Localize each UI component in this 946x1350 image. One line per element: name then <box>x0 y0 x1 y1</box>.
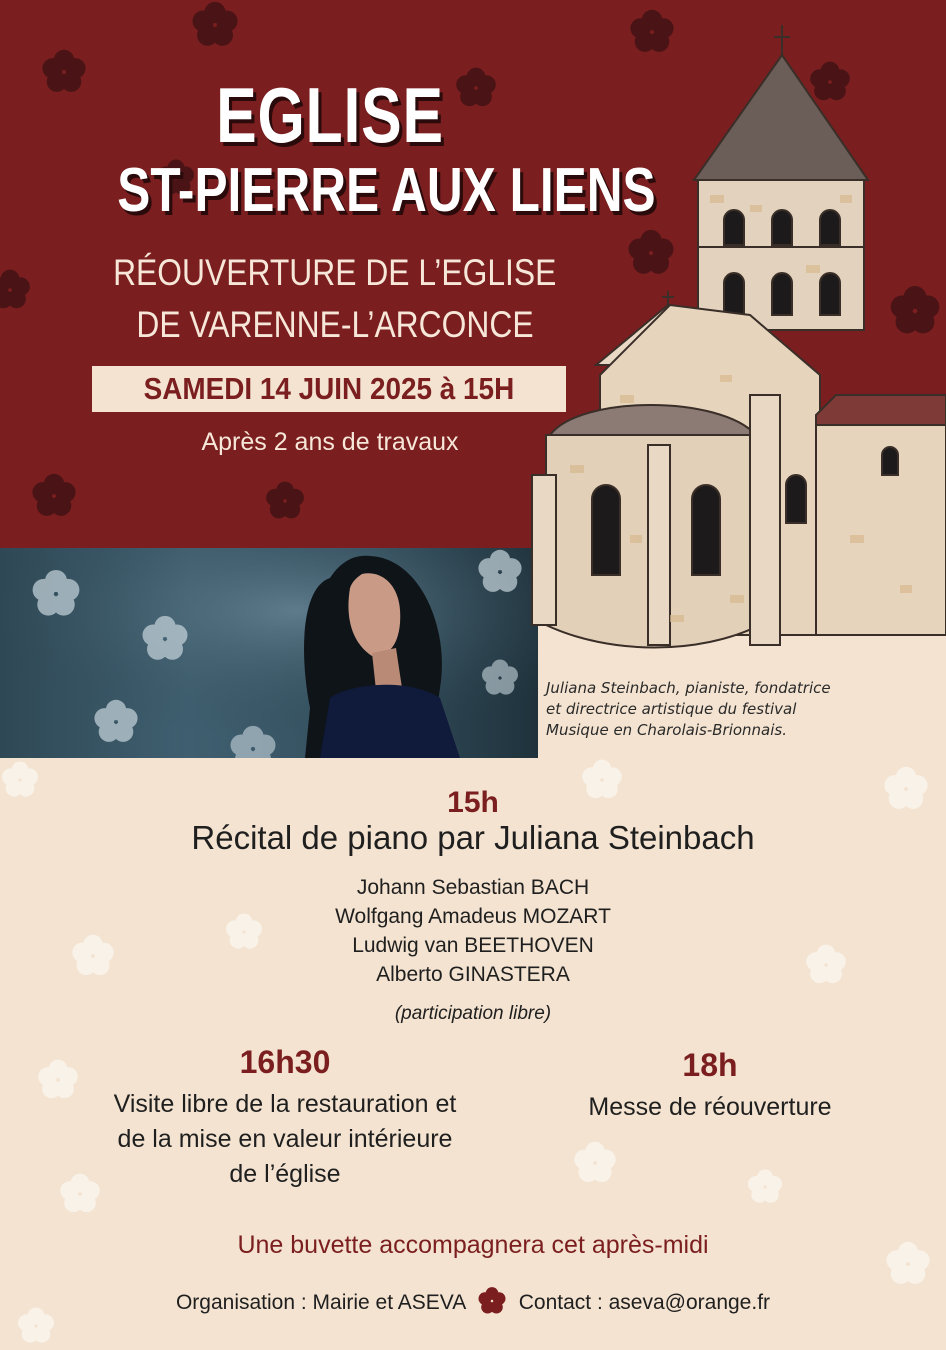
visit-line: de la mise en valeur intérieure <box>117 1125 453 1153</box>
mass-time: 18h <box>682 1047 738 1083</box>
composer: Wolfgang Amadeus MOZART <box>335 905 611 928</box>
visit-line: de l’église <box>229 1160 341 1188</box>
footer <box>0 1286 946 1316</box>
participation-note: (participation libre) <box>394 1003 552 1024</box>
contact-text: Contact : aseva@orange.fr <box>518 1291 771 1314</box>
subtitle-line1: RÉOUVERTURE DE L’EGLISE <box>113 252 557 293</box>
composer: Alberto GINASTERA <box>376 963 570 986</box>
flower-icon <box>572 1140 618 1186</box>
photo-caption: Juliana Steinbach, pianiste, fondatrice et directrice artistique du festival Musique en Charolais-Brionnais. <box>546 679 831 739</box>
flower-icon <box>264 480 306 522</box>
flower-icon <box>477 1286 507 1316</box>
organisation-text: Organisation : Mairie et ASEVA <box>175 1291 466 1314</box>
recital-title: Récital de piano par Juliana Steinbach <box>191 819 755 856</box>
title-eglise: EGLISE <box>216 71 444 159</box>
flower-icon <box>190 0 240 50</box>
church-illustration <box>520 15 946 675</box>
title-church-name: ST-PIERRE AUX LIENS <box>117 156 656 225</box>
works-note: Après 2 ans de travaux <box>201 428 459 456</box>
buvette-note: Une buvette accompagnera cet après-midi <box>237 1231 709 1259</box>
visit-line: Visite libre de la restauration et <box>113 1090 457 1118</box>
visit-section <box>70 1044 500 1192</box>
recital-time: 15h <box>447 786 499 819</box>
mass-section <box>540 1047 880 1125</box>
flower-icon <box>40 48 88 96</box>
flower-icon <box>30 472 78 520</box>
subtitle-line2: DE VARENNE-L’ARCONCE <box>136 304 534 345</box>
composer-list <box>0 873 946 989</box>
flower-icon <box>746 1168 784 1206</box>
composer: Ludwig van BEETHOVEN <box>352 934 594 957</box>
composer: Johann Sebastian BACH <box>356 876 590 899</box>
event-date: SAMEDI 14 JUIN 2025 à 15H <box>92 366 566 412</box>
pianist-photo <box>0 548 538 758</box>
visit-time: 16h30 <box>239 1044 331 1080</box>
mass-title: Messe de réouverture <box>588 1093 832 1121</box>
